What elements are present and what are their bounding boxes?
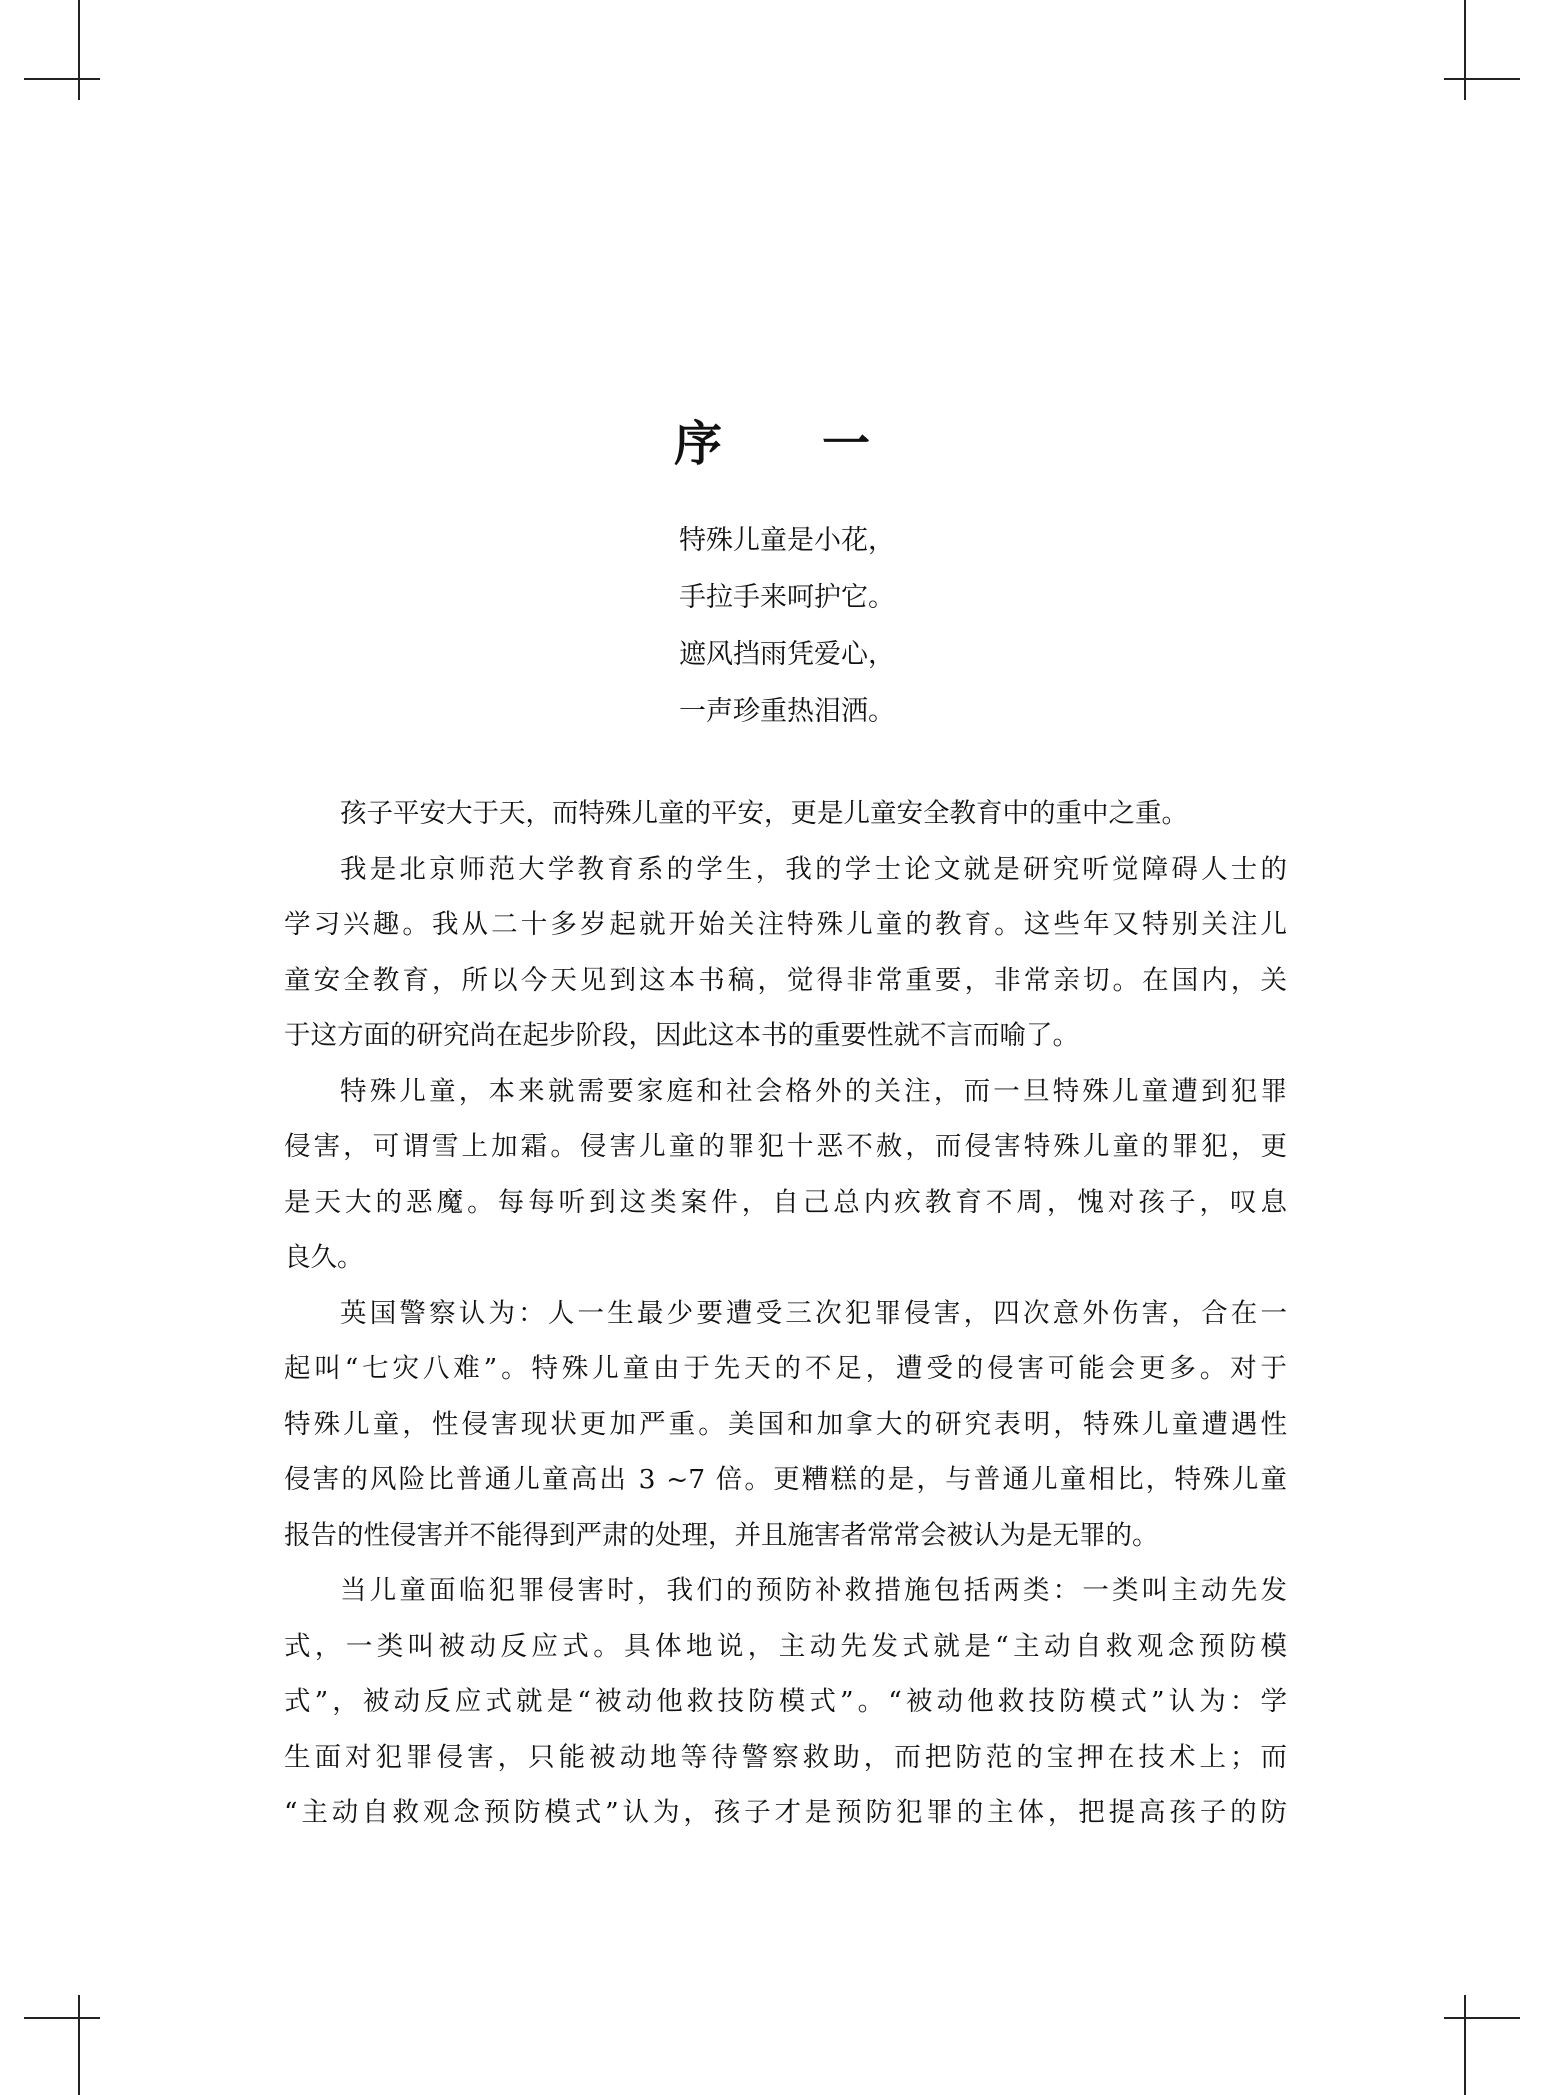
paragraph-line: 生面对犯罪侵害，只能被动地等待警察救助，而把防范的宝押在技术上；而 [284,1741,1287,1773]
paragraph-line: 特殊儿童，本来就需要家庭和社会格外的关注，而一旦特殊儿童遭到犯罪 [340,1075,1287,1107]
poem-line: 遮风挡雨凭爱心， [679,639,895,670]
crop-mark-br-h [1444,2017,1520,2019]
paragraph-line: 孩子平安大于天，而特殊儿童的平安，更是儿童安全教育中的重中之重。 [340,798,1188,829]
paragraph-line: 英国警察认为：人一生最少要遭受三次犯罪侵害，四次意外伤害，合在一 [340,1297,1287,1329]
poem-line: 一声珍重热泪洒。 [679,696,895,727]
paragraph-line: 是天大的恶魔。每每听到这类案件，自己总内疚教育不周，愧对孩子，叹息 [284,1186,1287,1218]
crop-mark-bl-v [78,1995,80,2095]
poem-line: 手拉手来呵护它。 [679,582,895,613]
crop-mark-bl-h [24,2017,100,2019]
crop-mark-tl-h [24,78,100,80]
paragraph-line: 学习兴趣。我从二十多岁起就开始关注特殊儿童的教育。这些年又特别关注儿 [284,909,1287,940]
crop-mark-br-v [1464,1995,1466,2095]
paragraph-line: 良久。 [284,1242,364,1273]
preface-body [284,786,1287,1841]
paragraph-line: 起叫“七灾八难”。特殊儿童由于先天的不足，遭受的侵害可能会更多。对于 [284,1353,1287,1384]
paragraph-line: 于这方面的研究尚在起步阶段，因此这本书的重要性就不言而喻了。 [284,1020,1079,1051]
crop-mark-tr-v [1464,0,1466,100]
poem-line: 特殊儿童是小花， [679,525,895,556]
crop-mark-tr-h [1444,78,1520,80]
page-title [0,405,1544,474]
paragraph-line: 我是北京师范大学教育系的学生，我的学士论文就是研究听觉障碍人士的 [340,853,1287,885]
poem [679,512,939,740]
paragraph-line: 侵害，可谓雪上加霜。侵害儿童的罪犯十恶不赦，而侵害特殊儿童的罪犯，更 [284,1131,1287,1162]
paragraph-line: 侵害的风险比普通儿童高出 3 ~7 倍。更糟糕的是，与普通儿童相比，特殊儿童 [284,1464,1287,1495]
paragraph-line: 特殊儿童，性侵害现状更加严重。美国和加拿大的研究表明，特殊儿童遭遇性 [284,1408,1287,1440]
paragraph-line: 童安全教育，所以今天见到这本书稿，觉得非常重要，非常亲切。在国内，关 [284,964,1287,996]
paragraph-line: 当儿童面临犯罪侵害时，我们的预防补救措施包括两类：一类叫主动先发 [340,1575,1287,1606]
title-char-second: 一 [822,416,871,472]
paragraph-line: 式”，被动反应式就是“被动他救技防模式”。“被动他救技防模式”认为：学 [284,1686,1287,1717]
paragraph-line: “主动自救观念预防模式”认为，孩子才是预防犯罪的主体，把提高孩子的防 [284,1797,1287,1828]
crop-mark-tl-v [78,0,80,100]
paragraph-line: 式，一类叫被动反应式。具体地说，主动先发式就是“主动自救观念预防模 [284,1630,1287,1662]
paragraph-line: 报告的性侵害并不能得到严肃的处理，并且施害者常常会被认为是无罪的。 [284,1519,1159,1551]
title-char-first: 序 [673,416,722,472]
